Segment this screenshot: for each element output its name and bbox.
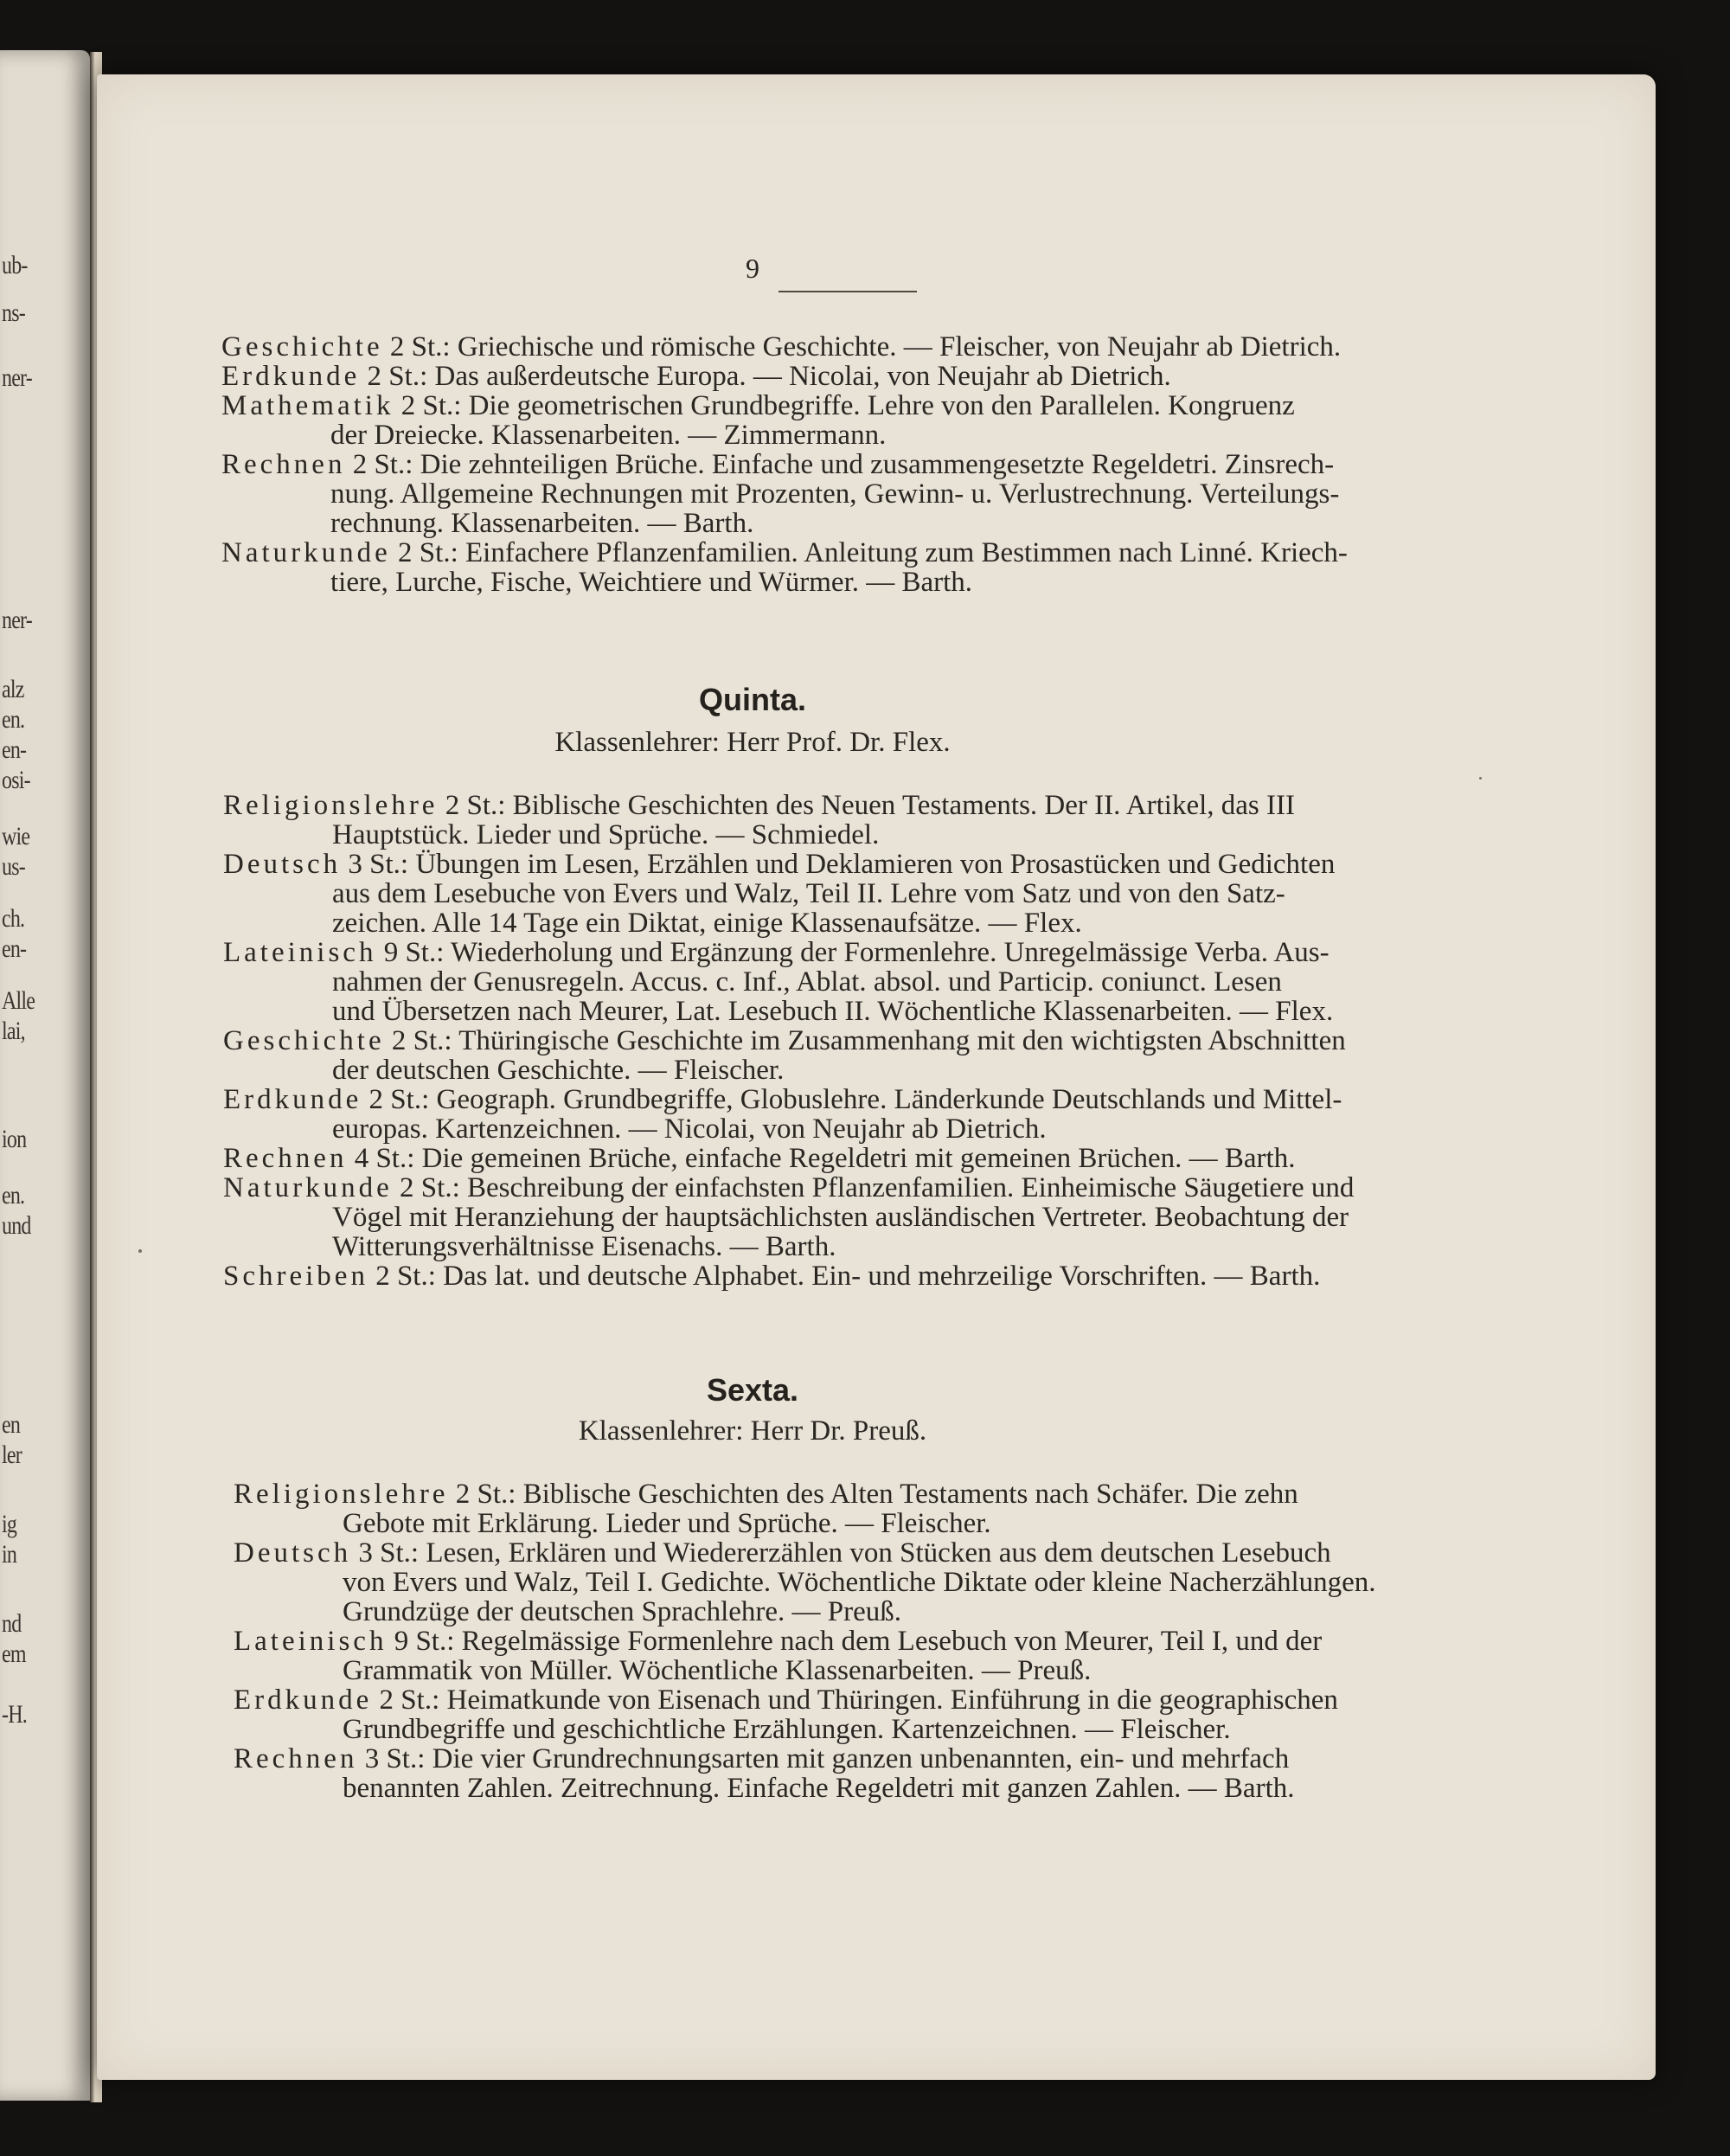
curriculum-entry [223,1144,1486,1173]
curriculum-entry [234,1627,1496,1685]
entry-first-line [223,1026,1486,1056]
page-number: 9 [746,253,759,284]
entry-continuation-line: der Dreiecke. Klassenarbeiten. — Zimmermann. [330,420,887,451]
entry-continuation-line: Witterungsverhältnisse Eisenachs. — Barth. [332,1231,836,1262]
subject-hours: 3 St.: [357,1743,432,1774]
facing-page-text-fragment: ler [2,1441,22,1469]
curriculum-entry [223,1261,1486,1291]
curriculum-entry [221,450,1484,538]
facing-page-text-fragment: und [2,1211,31,1240]
facing-page-fragment [0,50,90,2101]
subject-hours: 2 St.: [392,1172,467,1203]
curriculum-entry [223,938,1486,1026]
entry-continuation-line: nahmen der Genusregeln. Accus. c. Inf., Ablat. absol. und Particip. coniunct. Lesen [332,966,1282,998]
subject-hours: 2 St.: [372,1684,447,1716]
paper-speck [138,1249,142,1253]
subject-hours: 2 St.: [384,1025,459,1056]
entry-text: Geograph. Grundbegriffe, Globuslehre. Länderkunde Deutschlands und Mittel- [436,1084,1342,1115]
entry-continuation-line: von Evers und Walz, Teil I. Gedichte. Wöchentliche Diktate oder kleine Nacherzählungen. [343,1567,1376,1598]
entry-text: Die gemeinen Brüche, einfache Regeldetri mit gemeinen Brüchen. — Barth. [421,1143,1296,1174]
entry-first-line [221,332,1484,362]
entry-continuation-line: Hauptstück. Lieder und Sprüche. — Schmiedel. [332,819,880,850]
entry-continuation-line: und Übersetzen nach Meurer, Lat. Lesebuch II. Wöchentliche Klassenarbeiten. — Flex. [332,996,1334,1027]
entry-continuation-line: aus dem Lesebuche von Evers und Walz, Teil II. Lehre vom Satz und von den Satz- [332,878,1285,909]
entry-first-line [234,1627,1496,1656]
entry-text: Thüringische Geschichte im Zusammenhang mit den wichtigsten Abschnitten [458,1025,1346,1056]
subject-hours: 2 St.: [390,537,465,568]
curriculum-entry [221,538,1484,597]
curriculum-entry [234,1685,1496,1744]
facing-page-text-fragment: osi- [2,766,30,794]
entry-text: Biblische Geschichten des Alten Testaments nach Schäfer. Die zehn [522,1479,1298,1510]
entry-text: Einfachere Pflanzenfamilien. Anleitung zum Bestimmen nach Linné. Kriech- [465,537,1348,568]
subject-name: Geschichte [223,1025,385,1056]
facing-page-text-fragment: us- [2,852,25,881]
subject-name: Deutsch [223,849,342,880]
entry-text: Die vier Grundrechnungsarten mit ganzen unbenannten, ein- und mehrfach [432,1743,1290,1774]
entry-first-line [223,1144,1486,1173]
entry-first-line [221,391,1484,420]
entry-text: Regelmässige Formenlehre nach dem Lesebuch von Meurer, Teil I, und der [461,1626,1323,1657]
entry-continuation-line: nung. Allgemeine Rechnungen mit Prozenten, Gewinn- u. Verlustrechnung. Verteilungs- [330,478,1340,510]
entry-text: Griechische und römische Geschichte. — Fleischer, von Neujahr ab Dietrich. [457,331,1342,363]
facing-page-text-fragment: em [2,1639,26,1668]
entry-continuation-line: Grundbegriffe und geschichtliche Erzählungen. Kartenzeichnen. — Fleischer. [343,1714,1231,1745]
facing-page-text-fragment: alz [2,675,24,703]
entry-continuation-line: Gebote mit Erklärung. Lieder und Sprüche. — Fleischer. [343,1508,991,1539]
entry-continuation-line: der deutschen Geschichte. — Fleischer. [332,1055,785,1086]
entry-first-line [221,362,1484,391]
entry-first-line [223,1173,1486,1203]
facing-page-text-fragment: ns- [2,298,25,327]
facing-page-text-fragment: en [2,1410,21,1439]
facing-page-text-fragment: ig [2,1510,17,1538]
entry-continuation-line: Grammatik von Müller. Wöchentliche Klassenarbeiten. — Preuß. [343,1655,1092,1686]
entry-first-line [223,938,1486,967]
facing-page-text-fragment: en. [2,705,25,734]
entry-first-line [234,1479,1496,1509]
entry-text: Biblische Geschichten des Neuen Testaments. Der II. Artikel, das III [512,790,1295,821]
curriculum-entry [221,362,1484,391]
curriculum-entry [223,1026,1486,1085]
subject-hours: 2 St.: [394,390,469,421]
paper-speck [1479,777,1482,780]
entry-text: Das lat. und deutsche Alphabet. Ein- und mehrzeilige Vorschriften. — Barth. [443,1261,1321,1292]
subject-name: Rechnen [223,1143,348,1174]
subject-hours: 2 St.: [368,1261,444,1292]
entry-first-line [223,791,1486,820]
entry-continuation-line: zeichen. Alle 14 Tage ein Diktat, einige Klassenaufsätze. — Flex. [332,908,1082,939]
entry-first-line [223,850,1486,879]
entry-text: Übungen im Lesen, Erzählen und Deklamieren von Prosastücken und Gedichten [415,849,1336,880]
curriculum-entry [221,391,1484,450]
subject-name: Lateinisch [234,1626,388,1657]
subject-name: Erdkunde [221,361,361,392]
curriculum-entry [234,1744,1496,1803]
entry-first-line [223,1261,1486,1291]
subject-hours: 2 St.: [360,361,435,392]
facing-page-text-fragment: wie [2,822,30,850]
entry-continuation-line: europas. Kartenzeichnen. — Nicolai, von Neujahr ab Dietrich. [332,1113,1047,1145]
subject-hours: 2 St.: [382,331,458,363]
subject-hours: 2 St.: [438,790,513,821]
sexta-heading: Sexta. [706,1372,799,1408]
entry-text: Die geometrischen Grundbegriffe. Lehre von den Parallelen. Kongruenz [468,390,1295,421]
facing-page-text-fragment: en- [2,735,27,764]
subject-name: Naturkunde [221,537,391,568]
subject-hours: 3 St.: [351,1537,426,1569]
entry-text: Beschreibung der einfachsten Pflanzenfamilien. Einheimische Säugetiere und [467,1172,1355,1203]
facing-page-text-fragment: -H. [2,1700,27,1729]
subject-name: Religionslehre [223,790,439,821]
subject-name: Deutsch [234,1537,352,1569]
page-number-rule [778,291,917,292]
curriculum-entry [234,1538,1496,1627]
entry-continuation-line: Vögel mit Heranziehung der hauptsächlichsten ausländischen Vertreter. Beobachtung der [332,1202,1349,1233]
curriculum-entry [221,332,1484,362]
subject-hours: 3 St.: [341,849,416,880]
subject-hours: 9 St.: [387,1626,462,1657]
facing-page-text-fragment: ub- [2,251,28,279]
facing-page-text-fragment: ner- [2,363,32,392]
facing-page-text-fragment: ner- [2,606,32,634]
curriculum-entry [223,850,1486,938]
subject-hours: 2 St.: [448,1479,523,1510]
subject-name: Mathematik [221,390,394,421]
entry-text: Heimatkunde von Eisenach und Thüringen. Einführung in die geographischen [446,1684,1338,1716]
subject-name: Religionslehre [234,1479,449,1510]
entry-first-line [221,538,1484,568]
subject-name: Erdkunde [234,1684,373,1716]
facing-page-text-fragment: ion [2,1125,27,1153]
entry-continuation-line: Grundzüge der deutschen Sprachlehre. — Preuß. [343,1596,902,1627]
facing-page-text-fragment: en- [2,934,27,963]
subject-hours: 9 St.: [376,937,452,968]
curriculum-entry [223,1173,1486,1261]
subject-hours: 2 St.: [362,1084,437,1115]
entry-first-line [221,450,1484,479]
entry-text: Die zehnteiligen Brüche. Einfache und zusammengesetzte Regeldetri. Zinsrech- [420,449,1335,480]
subject-hours: 4 St.: [347,1143,422,1174]
curriculum-entry [223,791,1486,850]
subject-name: Geschichte [221,331,383,363]
entry-first-line [234,1744,1496,1774]
curriculum-entry [223,1085,1486,1144]
entry-continuation-line: rechnung. Klassenarbeiten. — Barth. [330,508,754,539]
curriculum-entry [234,1479,1496,1538]
entry-continuation-line: tiere, Lurche, Fische, Weichtiere und Würmer. — Barth. [330,567,973,598]
facing-page-text-fragment: nd [2,1609,22,1638]
subject-name: Lateinisch [223,937,377,968]
sexta-teacher: Klassenlehrer: Herr Dr. Preuß. [578,1415,927,1447]
facing-page-text-fragment: lai, [2,1017,25,1045]
entry-text: Das außerdeutsche Europa. — Nicolai, von Neujahr ab Dietrich. [434,361,1171,392]
entry-first-line [234,1538,1496,1568]
facing-page-text-fragment: ch. [2,904,25,933]
quinta-heading: Quinta. [699,682,806,717]
entry-first-line [234,1685,1496,1715]
facing-page-text-fragment: in [2,1540,17,1569]
subject-name: Schreiben [223,1261,368,1292]
entry-text: Lesen, Erklären und Wiedererzählen von Stücken aus dem deutschen Lesebuch [426,1537,1331,1569]
entry-first-line [223,1085,1486,1114]
facing-page-text-fragment: Alle [2,986,35,1015]
subject-name: Erdkunde [223,1084,362,1115]
subject-name: Rechnen [234,1743,358,1774]
document-page [97,74,1656,2080]
quinta-teacher: Klassenlehrer: Herr Prof. Dr. Flex. [554,727,951,758]
entry-continuation-line: benannten Zahlen. Zeitrechnung. Einfache Regeldetri mit ganzen Zahlen. — Barth. [343,1773,1295,1804]
subject-hours: 2 St.: [345,449,420,480]
facing-page-text-fragment: en. [2,1181,25,1210]
subject-name: Rechnen [221,449,346,480]
entry-text: Wiederholung und Ergänzung der Formenlehre. Unregelmässige Verba. Aus- [451,937,1330,968]
subject-name: Naturkunde [223,1172,393,1203]
